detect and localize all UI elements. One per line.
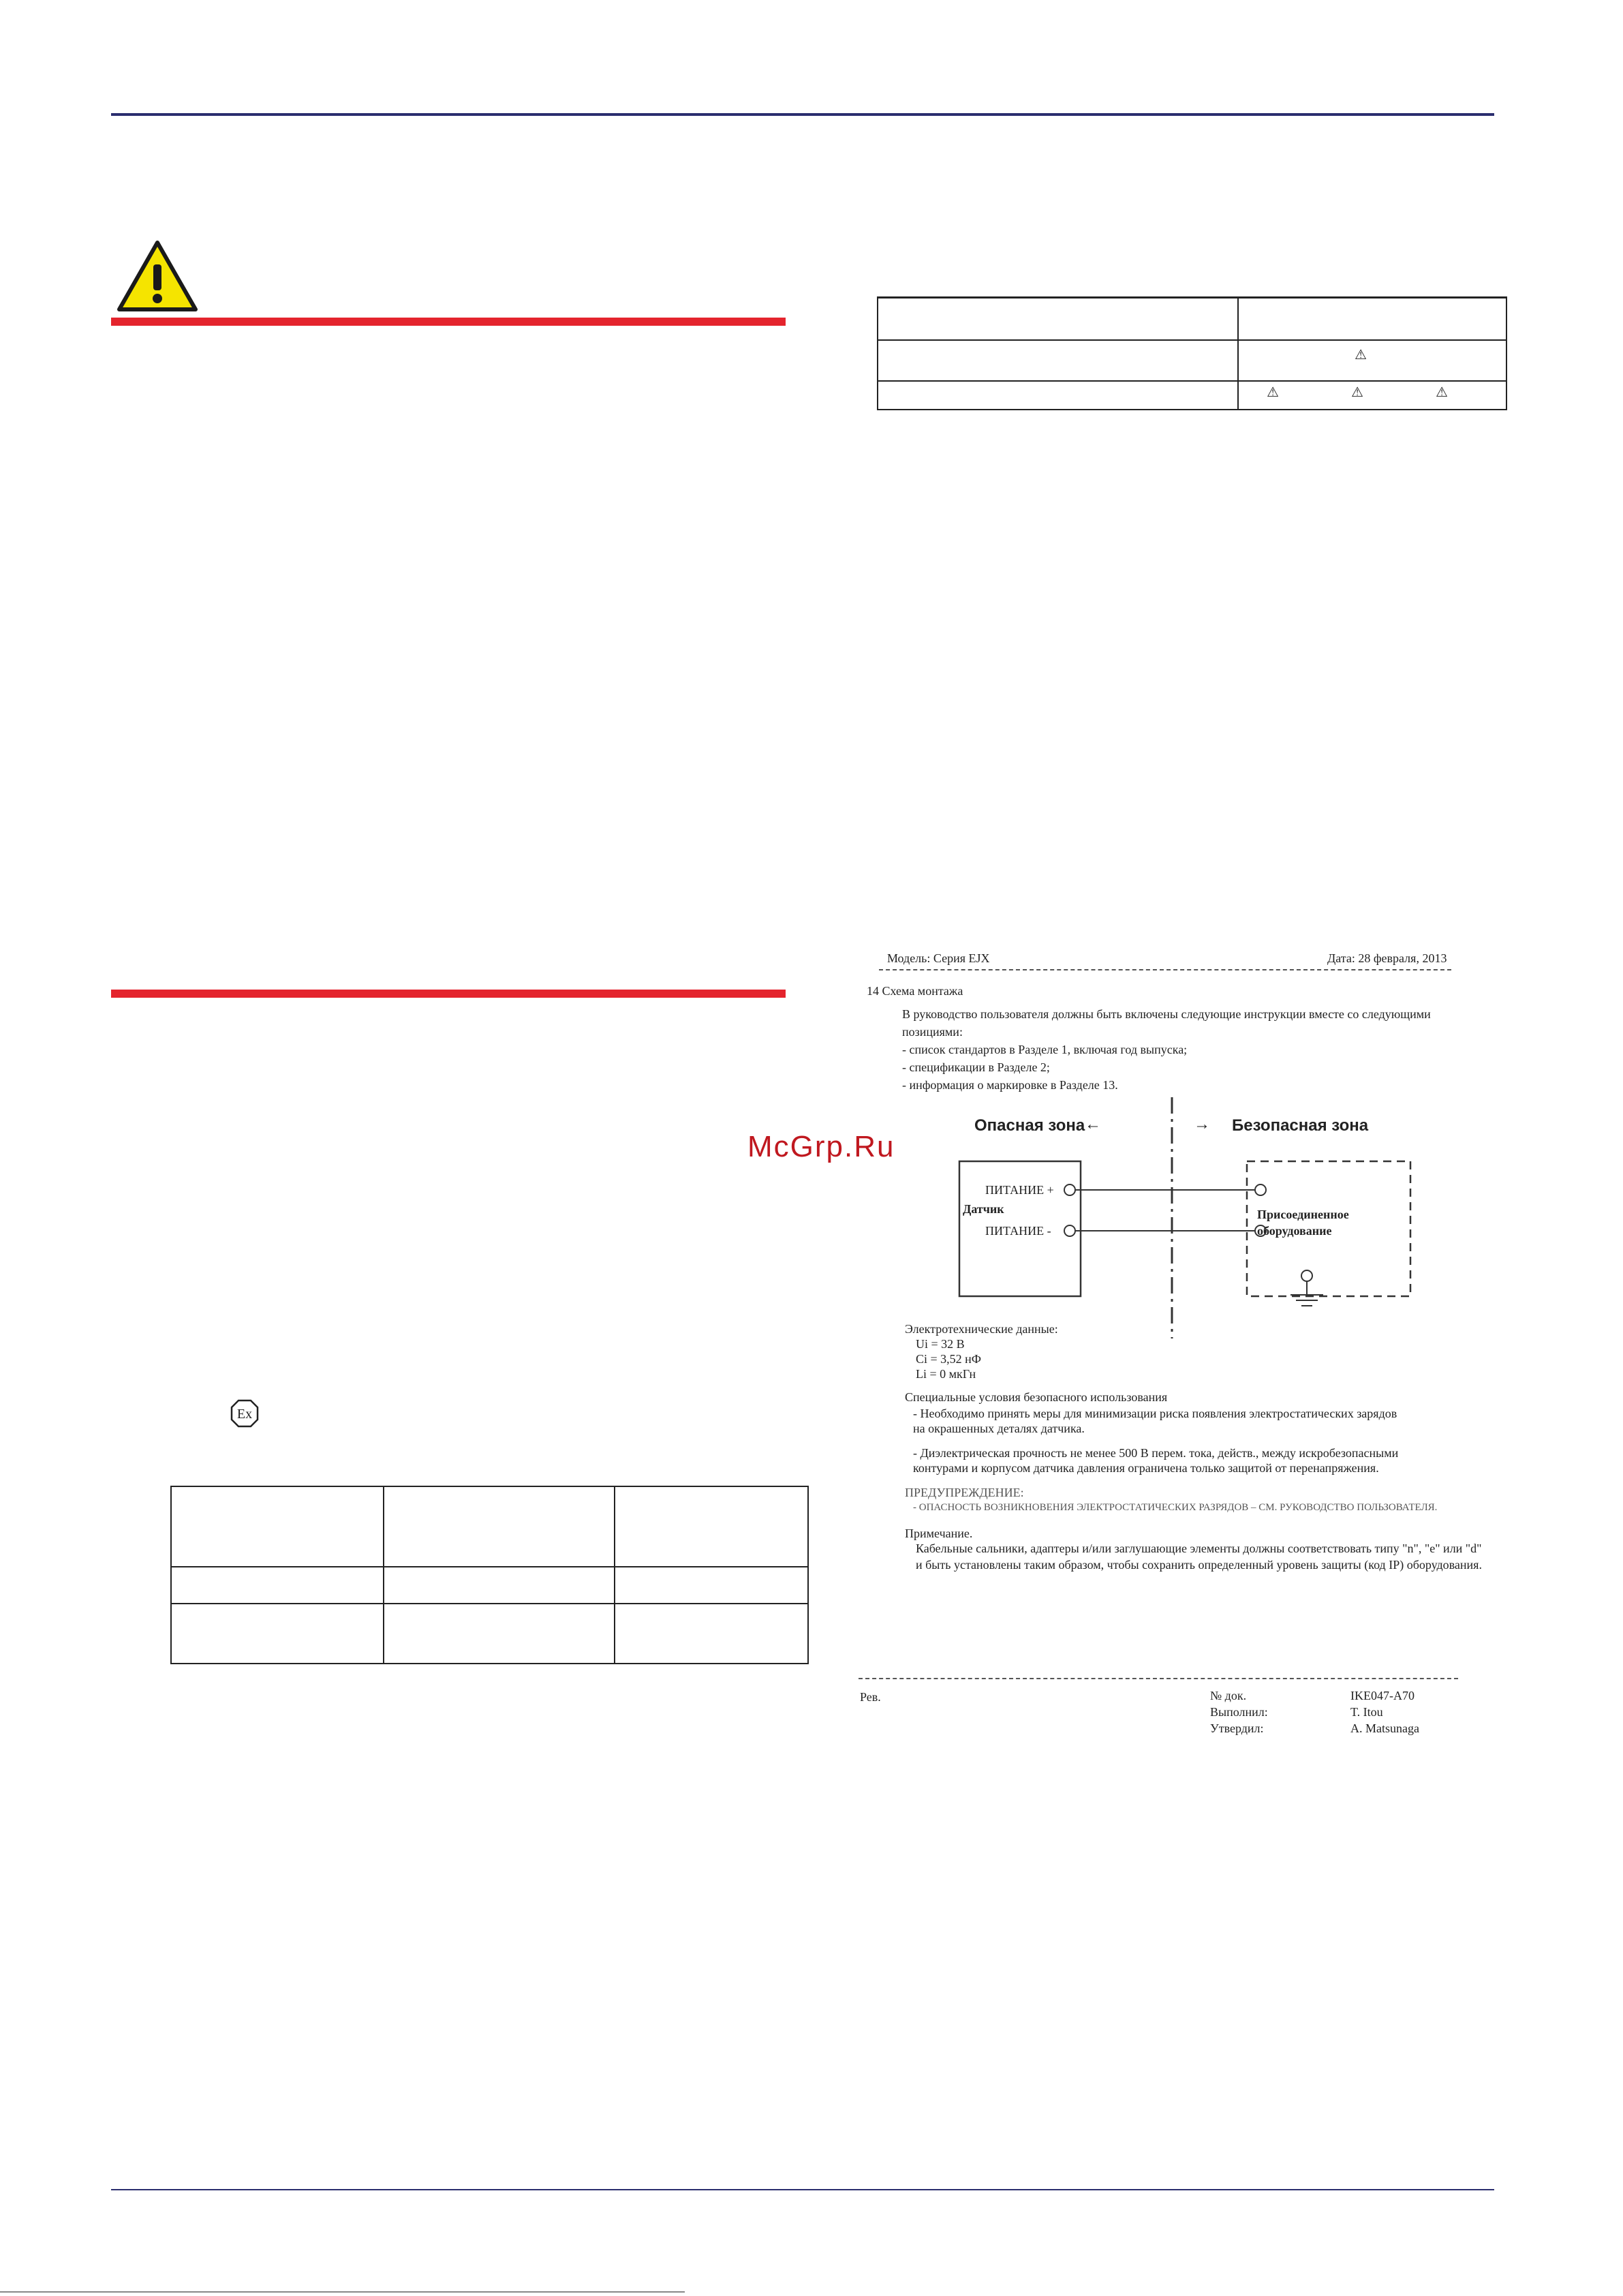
sensor-label: Датчик bbox=[963, 1202, 1004, 1216]
watermark: McGrp.Ru bbox=[747, 1130, 895, 1163]
note-title: Примечание. bbox=[905, 1527, 973, 1540]
approved-label: Утвердил: bbox=[1210, 1721, 1264, 1735]
page-bottom-line bbox=[0, 2291, 685, 2293]
intro-line: позициями: bbox=[902, 1025, 963, 1039]
special-line: - Диэлектрическая прочность не менее 500 В перем. тока, действ., между искробезопасными bbox=[913, 1446, 1399, 1460]
power-plus-label: ПИТАНИЕ + bbox=[985, 1183, 1054, 1197]
warning-top-rule bbox=[111, 318, 786, 326]
intro-line: В руководство пользователя должны быть включены следующие инструкции вместе со следующими bbox=[902, 1007, 1431, 1021]
equipment-label: Присоединенное bbox=[1257, 1208, 1349, 1221]
header-dash-line bbox=[879, 969, 1451, 970]
safe-zone-label: Безопасная зона bbox=[1232, 1116, 1369, 1135]
warning-triangle-icon: ⚠ bbox=[1267, 384, 1279, 400]
warning-title: ПРЕДУПРЕЖДЕНИЕ: bbox=[905, 1486, 1024, 1499]
footer-rev: Рев. bbox=[860, 1690, 881, 1704]
section-title: 14 Схема монтажа bbox=[867, 984, 963, 998]
arrow-right-icon: → bbox=[1194, 1115, 1210, 1133]
header-model: Модель: Серия EJX bbox=[887, 951, 990, 965]
arrow-left-icon: ← bbox=[1085, 1115, 1101, 1133]
equipment-label: оборудование bbox=[1257, 1224, 1332, 1238]
hazard-zone-label: Опасная зона bbox=[974, 1116, 1085, 1135]
header-date: Дата: 28 февраля, 2013 bbox=[1327, 951, 1447, 965]
doc-no: IKE047-A70 bbox=[1350, 1689, 1415, 1702]
warning-bottom-rule bbox=[111, 990, 786, 998]
special-title: Специальные условия безопасного использования bbox=[905, 1390, 1168, 1404]
special-line: на окрашенных деталях датчика. bbox=[913, 1422, 1085, 1435]
electrical-value: Ui = 32 В bbox=[916, 1337, 965, 1351]
ex-mark-icon bbox=[230, 1398, 260, 1428]
footer-rule bbox=[111, 2189, 1494, 2190]
prepared-label: Выполнил: bbox=[1210, 1705, 1268, 1719]
svg-text:Ex: Ex bbox=[236, 1407, 253, 1422]
electrical-value: Li = 0 мкГн bbox=[916, 1367, 976, 1381]
note-line: Кабельные сальники, адаптеры и/или заглушающие элементы должны соответствовать типу "n", "e" или "d" bbox=[916, 1542, 1482, 1555]
electrical-value: Ci = 3,52 нФ bbox=[916, 1352, 982, 1366]
prepared-by: T. Itou bbox=[1350, 1705, 1383, 1719]
intro-line: - спецификации в Разделе 2; bbox=[902, 1060, 1050, 1074]
intro-line: - список стандартов в Разделе 1, включая год выпуска; bbox=[902, 1043, 1188, 1056]
header-rule bbox=[111, 113, 1494, 116]
electrical-title: Электротехнические данные: bbox=[905, 1322, 1058, 1336]
intro-line: - информация о маркировке в Разделе 13. bbox=[902, 1078, 1118, 1092]
approved-by: A. Matsunaga bbox=[1350, 1721, 1419, 1735]
power-minus-label: ПИТАНИЕ - bbox=[985, 1224, 1051, 1238]
warning-triangle-icon: ⚠ bbox=[1436, 384, 1448, 400]
footer-dash-line bbox=[859, 1678, 1458, 1679]
warning-triangle-icon: ⚠ bbox=[1351, 384, 1363, 400]
doc-no-label: № док. bbox=[1210, 1689, 1247, 1702]
special-line: - Необходимо принять меры для минимизации риска появления электростатических зарядов bbox=[913, 1407, 1397, 1420]
warning-triangle-icon: ⚠ bbox=[1355, 346, 1367, 363]
special-line: контурами и корпусом датчика давления ограничена только защитой от перенапряжения. bbox=[913, 1461, 1379, 1475]
note-line: и быть установлены таким образом, чтобы сохранить определенный уровень защиты (код IP) оборудования. bbox=[916, 1558, 1482, 1572]
warning-text: - ОПАСНОСТЬ ВОЗНИКНОВЕНИЯ ЭЛЕКТРОСТАТИЧЕСКИХ РАЗРЯДОВ – СМ. РУКОВОДСТВО ПОЛЬЗОВАТЕЛЯ. bbox=[913, 1502, 1438, 1513]
warning-triangle-icon bbox=[116, 239, 199, 313]
